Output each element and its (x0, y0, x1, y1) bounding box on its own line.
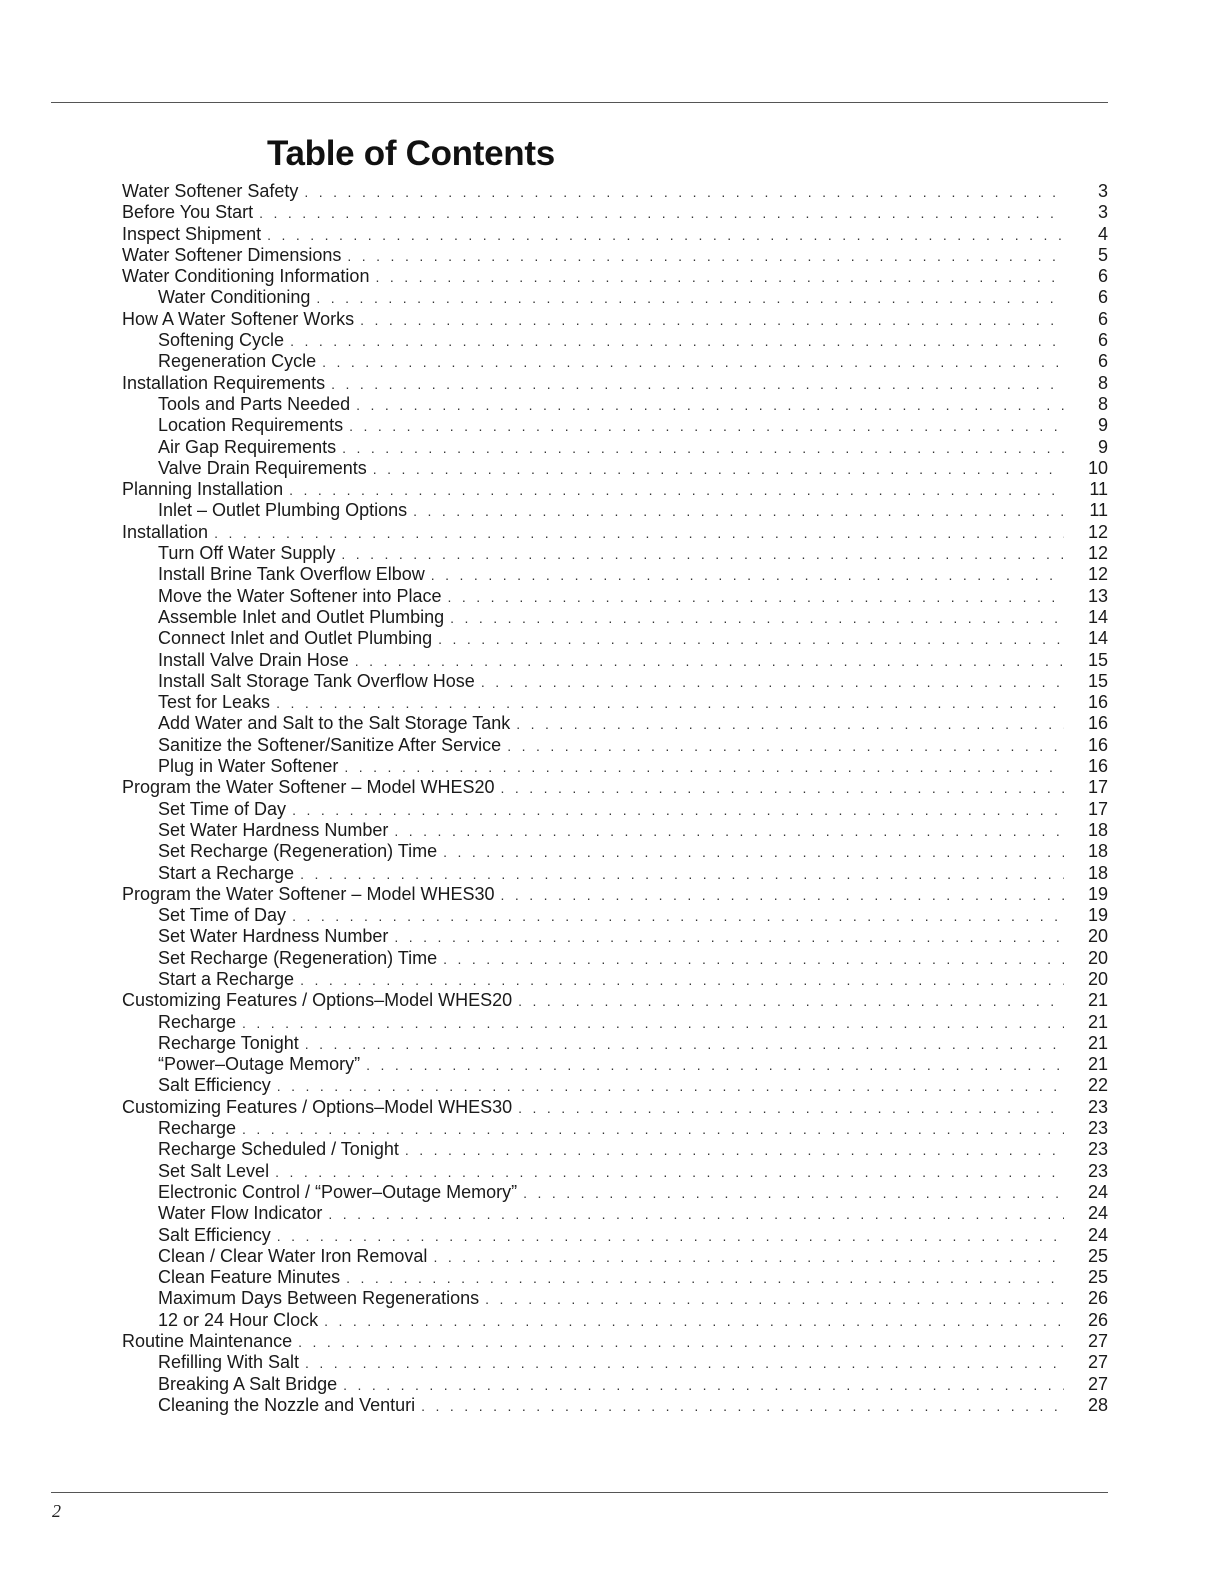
toc-entry[interactable] (122, 586, 1112, 607)
toc-entry[interactable] (122, 1054, 1112, 1075)
toc-entry[interactable] (122, 309, 1112, 330)
dot-leader (523, 1183, 1064, 1204)
toc-entry-page: 18 (1087, 862, 1108, 883)
toc-entry-page: 23 (1087, 1160, 1108, 1181)
toc-entry-page: 28 (1087, 1394, 1108, 1415)
toc-entry-label: Tools and Parts Needed (158, 393, 351, 414)
toc-entry-page: 19 (1087, 883, 1108, 904)
bottom-rule (51, 1492, 1108, 1493)
dot-leader (289, 480, 1064, 501)
dot-leader (373, 459, 1064, 480)
toc-entry-page: 3 (1097, 181, 1108, 201)
toc-entry-page: 25 (1087, 1245, 1108, 1266)
dot-leader (292, 800, 1064, 821)
page-title: Table of Contents (267, 134, 555, 173)
toc-entry-label: Clean / Clear Water Iron Removal (158, 1245, 428, 1266)
toc-entry[interactable] (122, 330, 1112, 351)
toc-entry-label: Program the Water Softener – Model WHES30 (122, 883, 495, 904)
toc-entry-label: Water Softener Dimensions (122, 244, 342, 265)
toc-entry-page: 12 (1087, 521, 1108, 542)
toc-entry-label: Start a Recharge (158, 862, 295, 883)
toc-entry-label: How A Water Softener Works (122, 308, 355, 329)
toc-entry-page: 20 (1087, 968, 1108, 989)
dot-leader (360, 310, 1064, 331)
toc-entry[interactable] (122, 245, 1112, 266)
toc-entry-label: Installation (122, 521, 209, 542)
dot-leader (438, 629, 1064, 650)
toc-entry-page: 6 (1097, 308, 1108, 329)
toc-entry[interactable] (122, 1246, 1112, 1267)
toc-entry-page: 15 (1087, 649, 1108, 670)
dot-leader (277, 1226, 1064, 1247)
toc-entry-label: Maximum Days Between Regenerations (158, 1288, 480, 1309)
toc-entry[interactable] (122, 522, 1112, 543)
toc-entry-page: 27 (1087, 1331, 1108, 1352)
toc-entry[interactable] (122, 969, 1112, 990)
toc-entry-label: Plug in Water Softener (158, 756, 339, 777)
toc-entry-label: Program the Water Softener – Model WHES20 (122, 777, 495, 798)
dot-leader (518, 1098, 1064, 1119)
toc-entry-label: Salt Efficiency (158, 1075, 271, 1096)
toc-entry[interactable] (122, 820, 1112, 841)
dot-leader (276, 693, 1064, 714)
dot-leader (431, 565, 1064, 586)
toc-entry-page: 9 (1097, 436, 1108, 457)
dot-leader (304, 182, 1064, 203)
toc-entry-label: Water Flow Indicator (158, 1203, 323, 1224)
toc-entry[interactable] (122, 799, 1112, 820)
toc-entry[interactable] (122, 202, 1112, 223)
toc-entry-label: Set Salt Level (158, 1160, 270, 1181)
toc-entry-label: Planning Installation (122, 479, 284, 500)
toc-entry[interactable] (122, 373, 1112, 394)
toc-entry-label: Cleaning the Nozzle and Venturi (158, 1394, 416, 1415)
toc-entry[interactable] (122, 1097, 1112, 1118)
toc-entry[interactable] (122, 1395, 1112, 1416)
dot-leader (394, 821, 1064, 842)
toc-entry-page: 9 (1097, 415, 1108, 436)
dot-leader (443, 842, 1064, 863)
toc-entry[interactable] (122, 500, 1112, 521)
toc-entry-label: 12 or 24 Hour Clock (158, 1309, 319, 1330)
dot-leader (366, 1055, 1064, 1076)
toc-entry-page: 6 (1097, 266, 1108, 287)
toc-entry-label: Recharge (158, 1011, 237, 1032)
toc-entry[interactable] (122, 1310, 1112, 1331)
toc-entry[interactable] (122, 1139, 1112, 1160)
toc-entry-page: 13 (1087, 585, 1108, 606)
toc-entry[interactable] (122, 671, 1112, 692)
toc-entry-label: Recharge Tonight (158, 1032, 299, 1053)
toc-entry[interactable] (122, 287, 1112, 308)
toc-entry[interactable] (122, 437, 1112, 458)
dot-leader (501, 885, 1065, 906)
toc-entry-page: 12 (1087, 543, 1108, 564)
dot-leader (328, 1204, 1064, 1225)
toc-entry-label: Add Water and Salt to the Salt Storage Tank (158, 713, 511, 734)
dot-leader (277, 1076, 1064, 1097)
toc-entry-page: 16 (1087, 734, 1108, 755)
dot-leader (331, 374, 1064, 395)
dot-leader (355, 651, 1064, 672)
toc-entry-page: 27 (1087, 1352, 1108, 1373)
toc-entry-page: 24 (1087, 1181, 1108, 1202)
toc-entry[interactable] (122, 650, 1112, 671)
toc-entry-label: Set Recharge (Regeneration) Time (158, 841, 438, 862)
toc-entry-label: Set Time of Day (158, 798, 287, 819)
toc-entry-page: 18 (1087, 841, 1108, 862)
toc-entry[interactable] (122, 692, 1112, 713)
toc-entry-page: 16 (1087, 713, 1108, 734)
toc-entry-page: 24 (1087, 1203, 1108, 1224)
toc-entry[interactable] (122, 1267, 1112, 1288)
toc-entry[interactable] (122, 1203, 1112, 1224)
toc-entry-label: Breaking A Salt Bridge (158, 1373, 338, 1394)
toc-entry-page: 21 (1087, 990, 1108, 1011)
toc-entry-page: 6 (1097, 351, 1108, 372)
toc-entry-label: Salt Efficiency (158, 1224, 271, 1245)
toc-entry-page: 4 (1097, 223, 1108, 244)
toc-entry-label: Routine Maintenance (122, 1331, 293, 1352)
dot-leader (305, 1353, 1064, 1374)
dot-leader (343, 1375, 1064, 1396)
toc-entry-page: 20 (1087, 947, 1108, 968)
toc-entry-label: Recharge (158, 1118, 237, 1139)
dot-leader (447, 587, 1064, 608)
toc-entry[interactable] (122, 1225, 1112, 1246)
dot-leader (433, 1247, 1064, 1268)
toc-entry[interactable] (122, 1161, 1112, 1182)
top-rule (51, 102, 1108, 103)
toc-entry[interactable] (122, 926, 1112, 947)
toc-entry-page: 26 (1087, 1288, 1108, 1309)
toc-entry-label: Assemble Inlet and Outlet Plumbing (158, 606, 445, 627)
toc-entry[interactable] (122, 905, 1112, 926)
toc-entry-label: Set Water Hardness Number (158, 926, 389, 947)
toc-entry-page: 10 (1087, 457, 1108, 478)
toc-entry-label: Connect Inlet and Outlet Plumbing (158, 628, 433, 649)
toc-entry[interactable] (122, 607, 1112, 628)
toc-entry-page: 14 (1087, 606, 1108, 627)
toc-entry-page: 26 (1087, 1309, 1108, 1330)
toc-entry-page: 25 (1087, 1267, 1108, 1288)
dot-leader (342, 438, 1064, 459)
dot-leader (300, 864, 1064, 885)
toc-entry[interactable] (122, 1118, 1112, 1139)
dot-leader (214, 523, 1064, 544)
dot-leader (501, 778, 1065, 799)
toc-entry-page: 27 (1087, 1373, 1108, 1394)
dot-leader (481, 672, 1064, 693)
toc-entry[interactable] (122, 990, 1112, 1011)
toc-entry-label: Customizing Features / Options–Model WHES30 (122, 1096, 513, 1117)
toc-entry-page: 11 (1089, 479, 1108, 500)
toc-entry-label: Customizing Features / Options–Model WHES20 (122, 990, 513, 1011)
toc-entry-label: Set Water Hardness Number (158, 819, 389, 840)
toc-entry-label: Install Valve Drain Hose (158, 649, 349, 670)
toc-entry-label: Set Time of Day (158, 905, 287, 926)
dot-leader (242, 1013, 1064, 1034)
toc-entry[interactable] (122, 777, 1112, 798)
toc-entry-label: Installation Requirements (122, 372, 326, 393)
toc-entry[interactable] (122, 1012, 1112, 1033)
toc-entry-page: 23 (1087, 1139, 1108, 1160)
table-of-contents (122, 181, 1112, 1416)
toc-entry-label: Softening Cycle (158, 330, 285, 351)
dot-leader (356, 395, 1064, 416)
dot-leader (347, 246, 1064, 267)
toc-entry-label: Air Gap Requirements (158, 436, 337, 457)
toc-entry-page: 15 (1087, 670, 1108, 691)
dot-leader (344, 757, 1064, 778)
toc-entry-label: Inlet – Outlet Plumbing Options (158, 500, 408, 521)
toc-entry[interactable] (122, 713, 1112, 734)
dot-leader (375, 267, 1064, 288)
toc-entry[interactable] (122, 1352, 1112, 1373)
toc-entry-page: 14 (1087, 628, 1108, 649)
toc-entry[interactable] (122, 1033, 1112, 1054)
toc-entry-page: 20 (1087, 926, 1108, 947)
toc-entry-label: Water Conditioning (158, 287, 311, 308)
toc-entry-label: Install Brine Tank Overflow Elbow (158, 564, 425, 585)
dot-leader (518, 991, 1064, 1012)
toc-entry-page: 8 (1097, 393, 1108, 414)
toc-entry-page: 17 (1087, 777, 1108, 798)
toc-entry-page: 8 (1097, 372, 1108, 393)
toc-entry-page: 6 (1097, 330, 1108, 351)
toc-entry-label: Water Softener Safety (122, 181, 299, 201)
toc-entry[interactable] (122, 266, 1112, 287)
toc-entry-label: Regeneration Cycle (158, 351, 317, 372)
dot-leader (349, 416, 1064, 437)
toc-entry[interactable] (122, 1075, 1112, 1096)
toc-entry-page: 19 (1087, 905, 1108, 926)
dot-leader (413, 501, 1064, 522)
dot-leader (421, 1396, 1064, 1417)
toc-entry-page: 3 (1097, 202, 1108, 223)
toc-entry-page: 24 (1087, 1224, 1108, 1245)
dot-leader (405, 1140, 1064, 1161)
dot-leader (394, 927, 1064, 948)
toc-entry-label: Test for Leaks (158, 692, 271, 713)
toc-entry[interactable] (122, 735, 1112, 756)
toc-entry-page: 23 (1087, 1118, 1108, 1139)
toc-entry-label: Install Salt Storage Tank Overflow Hose (158, 670, 475, 691)
toc-entry[interactable] (122, 948, 1112, 969)
toc-entry-label: Set Recharge (Regeneration) Time (158, 947, 438, 968)
toc-entry-label: Valve Drain Requirements (158, 457, 367, 478)
toc-entry-label: Sanitize the Softener/Sanitize After Service (158, 734, 502, 755)
dot-leader (346, 1268, 1064, 1289)
dot-leader (324, 1311, 1064, 1332)
page-number: 2 (52, 1501, 61, 1521)
toc-entry[interactable] (122, 756, 1112, 777)
toc-entry-label: Inspect Shipment (122, 223, 262, 244)
toc-entry[interactable] (122, 181, 1112, 202)
toc-entry-page: 16 (1087, 692, 1108, 713)
toc-entry-label: Turn Off Water Supply (158, 543, 336, 564)
toc-entry-page: 6 (1097, 287, 1108, 308)
toc-entry-label: Move the Water Softener into Place (158, 585, 442, 606)
dot-leader (341, 544, 1064, 565)
dot-leader (507, 736, 1064, 757)
toc-entry[interactable] (122, 394, 1112, 415)
toc-entry[interactable] (122, 1182, 1112, 1203)
toc-entry[interactable] (122, 415, 1112, 436)
toc-entry[interactable] (122, 841, 1112, 862)
toc-entry-label: “Power–Outage Memory” (158, 1054, 361, 1075)
toc-entry[interactable] (122, 1331, 1112, 1352)
toc-entry-page: 22 (1087, 1075, 1108, 1096)
toc-entry-page: 5 (1097, 244, 1108, 265)
toc-entry-page: 23 (1087, 1096, 1108, 1117)
toc-entry[interactable] (122, 479, 1112, 500)
dot-leader (322, 352, 1064, 373)
toc-entry-page: 21 (1087, 1011, 1108, 1032)
toc-entry[interactable] (122, 628, 1112, 649)
dot-leader (450, 608, 1064, 629)
toc-entry-label: Location Requirements (158, 415, 344, 436)
dot-leader (275, 1162, 1064, 1183)
dot-leader (516, 714, 1064, 735)
dot-leader (443, 949, 1064, 970)
toc-entry-page: 16 (1087, 756, 1108, 777)
toc-entry-label: Clean Feature Minutes (158, 1267, 341, 1288)
toc-entry-label: Recharge Scheduled / Tonight (158, 1139, 399, 1160)
toc-entry-page: 21 (1087, 1032, 1108, 1053)
dot-leader (259, 203, 1064, 224)
dot-leader (242, 1119, 1064, 1140)
toc-entry[interactable] (122, 564, 1112, 585)
toc-entry[interactable] (122, 458, 1112, 479)
dot-leader (485, 1289, 1064, 1310)
toc-entry[interactable] (122, 224, 1112, 245)
toc-entry[interactable] (122, 884, 1112, 905)
toc-entry-label: Water Conditioning Information (122, 266, 370, 287)
dot-leader (316, 288, 1064, 309)
toc-entry-label: Electronic Control / “Power–Outage Memory” (158, 1181, 518, 1202)
toc-entry-page: 18 (1087, 819, 1108, 840)
dot-leader (267, 225, 1064, 246)
dot-leader (292, 906, 1064, 927)
toc-entry[interactable] (122, 351, 1112, 372)
toc-entry-page: 17 (1087, 798, 1108, 819)
toc-entry-page: 12 (1087, 564, 1108, 585)
dot-leader (298, 1332, 1064, 1353)
toc-entry-page: 21 (1087, 1054, 1108, 1075)
toc-entry[interactable] (122, 1288, 1112, 1309)
toc-entry[interactable] (122, 863, 1112, 884)
toc-entry-page: 11 (1089, 500, 1108, 521)
dot-leader (290, 331, 1064, 352)
dot-leader (300, 970, 1064, 991)
toc-entry[interactable] (122, 543, 1112, 564)
toc-entry-label: Start a Recharge (158, 968, 295, 989)
toc-entry-label: Refilling With Salt (158, 1352, 300, 1373)
toc-entry[interactable] (122, 1374, 1112, 1395)
toc-entry-label: Before You Start (122, 202, 254, 223)
dot-leader (305, 1034, 1064, 1055)
